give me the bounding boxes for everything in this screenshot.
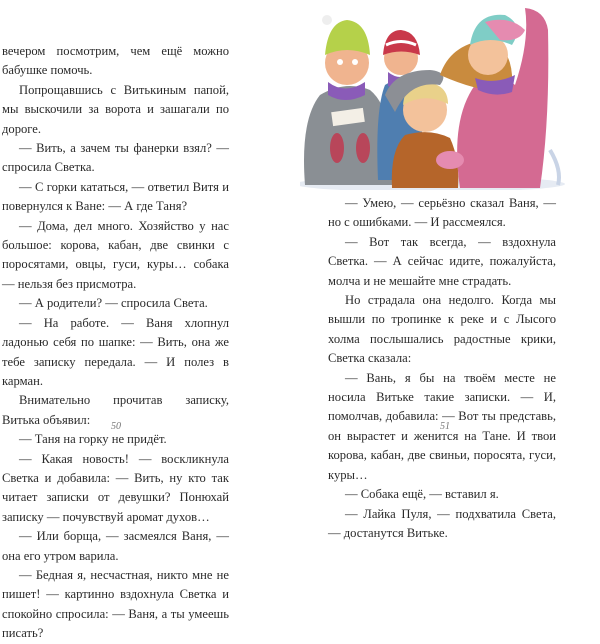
paragraph: — А родители? — спросила Света. (19, 296, 208, 311)
paragraph: Попрощавшись с Витькиным папой, мы выскочили за ворота и зашагали по дороге. (2, 82, 229, 136)
paragraph: — Вить, а зачем ты фанерки взял? — спросила Светка. (2, 141, 229, 175)
right-page-text (328, 194, 556, 543)
page-number: 50 (111, 421, 121, 432)
paragraph: — Лайка Пуля, — подхватила Света, — достанутся Витьке. (328, 506, 556, 540)
paragraph: — Какая новость! — воскликнула Светка и добавила: — Вить, ну кто так читает записки от девушки? Понюхай записку — почувствуй аромат духов… (2, 451, 229, 524)
paragraph: — Вань, я бы на твоём месте не носила Витьке такие записки. — И, помолчав, добавила: — Вот ты представь, он вырастет и женится на Тане. И твои корова, кабан, две свиньи, поросята, гуси, куры… (328, 370, 556, 482)
paragraph: Внимательно прочитав записку, Витька объявил: (2, 393, 229, 427)
paragraph: вечером посмотрим, чем ещё можно бабушке помочь. (2, 44, 229, 78)
paragraph: — Бедная я, несчастная, никто мне не пишет! — картинно вздохнула Светка и спокойно спросила: — Ваня, а ты умеешь писать? (2, 567, 229, 641)
left-page (0, 0, 300, 641)
paragraph: — Собака ещё, — вставил я. (345, 487, 499, 502)
paragraph: Но страдала она недолго. Когда мы вышли по тропинке к реке и с Лысого холма послышались радостные крики, Светка сказала: (328, 293, 556, 366)
paragraph: — Умею, — серьёзно сказал Ваня, — но с ошибками. — И рассмеялся. (328, 196, 556, 230)
left-page-text (2, 42, 229, 644)
paragraph: — С горки кататься, — ответил Витя и повернулся к Ване: — А где Таня? (2, 179, 229, 214)
paragraph: — Таня на горку не придёт. (19, 432, 167, 447)
page-number: 51 (440, 421, 450, 432)
right-page (300, 0, 600, 540)
paragraph: — Вот так всегда, — вздохнула Светка. — А сейчас идите, пожалуйста, молча и не мешайте мне страдать. (328, 234, 556, 288)
paragraph: — Дома, дел много. Хозяйство у нас большое: корова, кабан, две свинки с поросятами, овцы, гуси, куры… собака — нельзя без присмотра. (2, 218, 229, 291)
paragraph: — Или борща, — засмеялся Ваня, — она его утром варила. (2, 529, 229, 563)
paragraph: — На работе. — Ваня хлопнул ладонью себя по шапке: — Вить, она же тебе записку передала. — И полез в карман. (2, 315, 229, 388)
